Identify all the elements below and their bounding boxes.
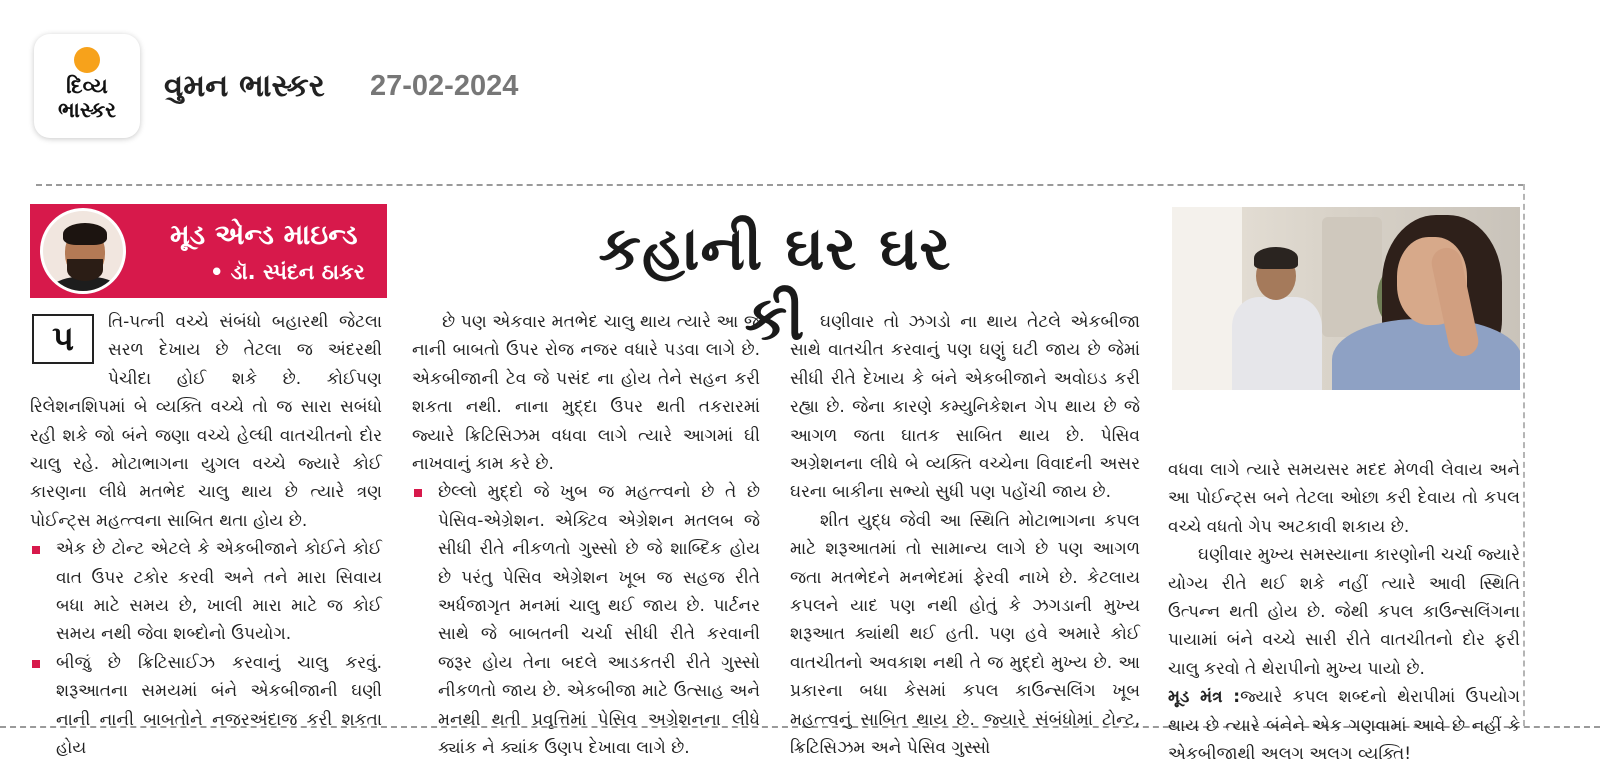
paragraph: શીત યુદ્ધ જેવી આ સ્થિતિ મોટાભાગના કપલ માટે શરૂઆતમાં તો સામાન્ય લાગે છે પણ આગળ જતા મતભેદને મનભેદમાં ફેરવી નાખે છે. કેટલાય કપલને યાદ પણ નથી હોતું કે ઝગડાની મુખ્ય શરૂઆત ક્યાંથી થઈ હતી. પણ હવે અમારે કોઈ વાતચીતનો અવકાશ નથી તે જ મુદ્દો મુખ્ય છે. આ પ્રકારના બધા કેસમાં કપલ કાઉન્સલિંગ ખૂબ મહત્ત્વનું સાબિત થાય છે. જ્યારે સંબંધોમાં ટોન્ટ, ક્રિટિસિઝમ અને પેસિવ ગુસ્સો [790,510,1140,759]
intro-paragraph [30,308,382,535]
sun-icon [74,47,100,73]
drop-cap: પ [32,314,94,364]
article-headline: કહાની ઘર ઘર કી [598,214,952,354]
article-column-1 [30,308,382,763]
article-column-4 [1168,456,1520,768]
section-title: વુમન ભાસ્કર [164,68,325,104]
bullet-point-taunt: એક છે ટોન્ટ એટલે કે એકબીજાને કોઈને કોઈ વાત ઉપર ટકોર કરવી અને તને મારા સિવાય બધા માટે સમય છે, ખાલી મારા માટે જ કોઈ સમય નથી જેવા શબ્દોનો ઉપયોગ. [30,535,382,649]
top-dashed-border [36,184,1524,186]
article-photo [1172,207,1520,390]
paragraph: વધવા લાગે ત્યારે સમયસર મદદ મેળવી લેવાય અને આ પોઈન્ટ્સ બને તેટલા ઓછા કરી દેવાય તો કપલ વચ્ચે વધતો ગેપ અટકાવી શકાય છે. [1168,460,1520,537]
paragraph: ઘણીવાર મુખ્ય સમસ્યાના કારણોની ચર્ચા જ્યારે યોગ્ય રીતે થઈ શકે નહીં ત્યારે આવી સ્થિતિ ઉત્પન્ન થતી હોય છે. જેથી કપલ કાઉન્સલિંગના પાયામાં બંને વચ્ચે સારી રીતે વાતચીતનો દોર ફરી ચાલુ કરવો તે થેરાપીનો મુખ્ય પાયો છે. [1168,545,1520,679]
mood-mantra-text: જ્યારે કપલ શબ્દનો થેરાપીમાં ઉપયોગ થાય છે ત્યારે બંનેને એક ગણવામાં આવે છે નહીં કે એકબીજાથી અલગ અલગ વ્યક્તિ! [1168,687,1520,765]
article-column-2 [412,308,760,763]
bullet-point-criticize: બીજું છે ક્રિટિસાઈઝ કરવાનું ચાલુ કરવું. શરૂઆતના સમયમાં બંને એકબીજાની ઘણી નાની નાની બાબતોને નજરઅંદાજ કરી શકતા હોય [30,649,382,763]
right-dashed-border [1523,184,1525,726]
divya-bhaskar-logo[interactable] [34,34,140,138]
logo-text-line1: દિવ્ય [66,74,108,98]
article-column-3 [790,308,1140,763]
intro-text: તિ-પત્ની વચ્ચે સંબંધો બહારથી જેટલા સરળ દેખાય છે તેટલા જ અંદરથી પેચીદા હોઈ શકે છે. કોઈપણ રિલેશનશિપમાં બે વ્યક્તિ વચ્ચે તો જ સારા સબંધો રહી શકે જો બંને જણા વચ્ચે હેલ્ધી વાતચીતનો દોર ચાલુ રહે. મોટાભાગના યુગલ વચ્ચે જ્યારે કોઈ કારણના લીધે મતભેદ ચાલુ થાય છે ત્યારે ત્રણ પોઈન્ટ્સ મહત્ત્વના સાબિત થતા હોય છે. [30,312,382,531]
publication-date: 27-02-2024 [370,70,519,102]
author-avatar [40,208,126,294]
paragraph: છે પણ એકવાર મતભેદ ચાલુ થાય ત્યારે આ જ નાની બાબતો ઉપર રોજ નજર વધારે પડવા લાગે છે. એકબીજાની ટેવ જે પસંદ ના હોય તેને સહન કરી શકતા નથી. નાના મુદ્દા ઉપર થતી તકરારમાં જ્યારે ક્રિટિસિઝમ વધવા લાગે ત્યારે આગમાં ઘી નાખવાનું કામ કરે છે. [412,312,760,475]
column-name: મૂડ એન્ડ માઇન્ડ [170,218,358,251]
column-header-box [30,204,387,298]
mood-mantra-label: મૂડ મંત્ર : [1168,687,1241,708]
logo-text-line2: ભાસ્કર [57,98,117,122]
bullet-point-passive-aggression: છેલ્લો મુદ્દો જે ખુબ જ મહત્ત્વનો છે તે છે પેસિવ-એગ્રેશન. એક્ટિવ એગ્રેશન મતલબ જે સીધી રીતે નીકળતો ગુસ્સો છે જે શાબ્દિક હોય છે પરંતુ પેસિવ એગ્રેશન ખૂબ જ સહજ રીતે અર્ધજાગૃત મનમાં ચાલુ થઈ જાય છે. પાર્ટનર સાથે જે બાબતની ચર્ચા સીધી રીતે કરવાની જરૂર હોય તેના બદલે આડકતરી રીતે ગુસ્સો નીકળતો જાય છે. એકબીજા માટે ઉત્સાહ અને મનથી થતી પ્રવૃત્તિમાં પેસિવ અગ્રેશનના લીધે ક્યાંક ને ક્યાંક ઉણપ દેખાવા લાગે છે. [412,478,760,762]
paragraph: ઘણીવાર તો ઝગડો ના થાય તેટલે એકબીજા સાથે વાતચીત કરવાનું પણ ઘણું ઘટી જાય છે જેમાં સીધી રીતે દેખાય કે બંને એકબીજાને અવોઇડ કરી રહ્યા છે. જેના કારણે કમ્યુનિકેશન ગેપ થાય છે જે આગળ જતા ઘાતક સાબિત થાય છે. પેસિવ અગ્રેશનના લીધે બે વ્યક્તિ વચ્ચેના વિવાદની અસર ઘરના બાકીના સભ્યો સુધી પણ પહોંચી જાય છે. [790,312,1140,503]
mood-mantra [1168,683,1520,768]
author-name: • ડૉ. સ્પંદન ઠાકર [210,260,365,284]
